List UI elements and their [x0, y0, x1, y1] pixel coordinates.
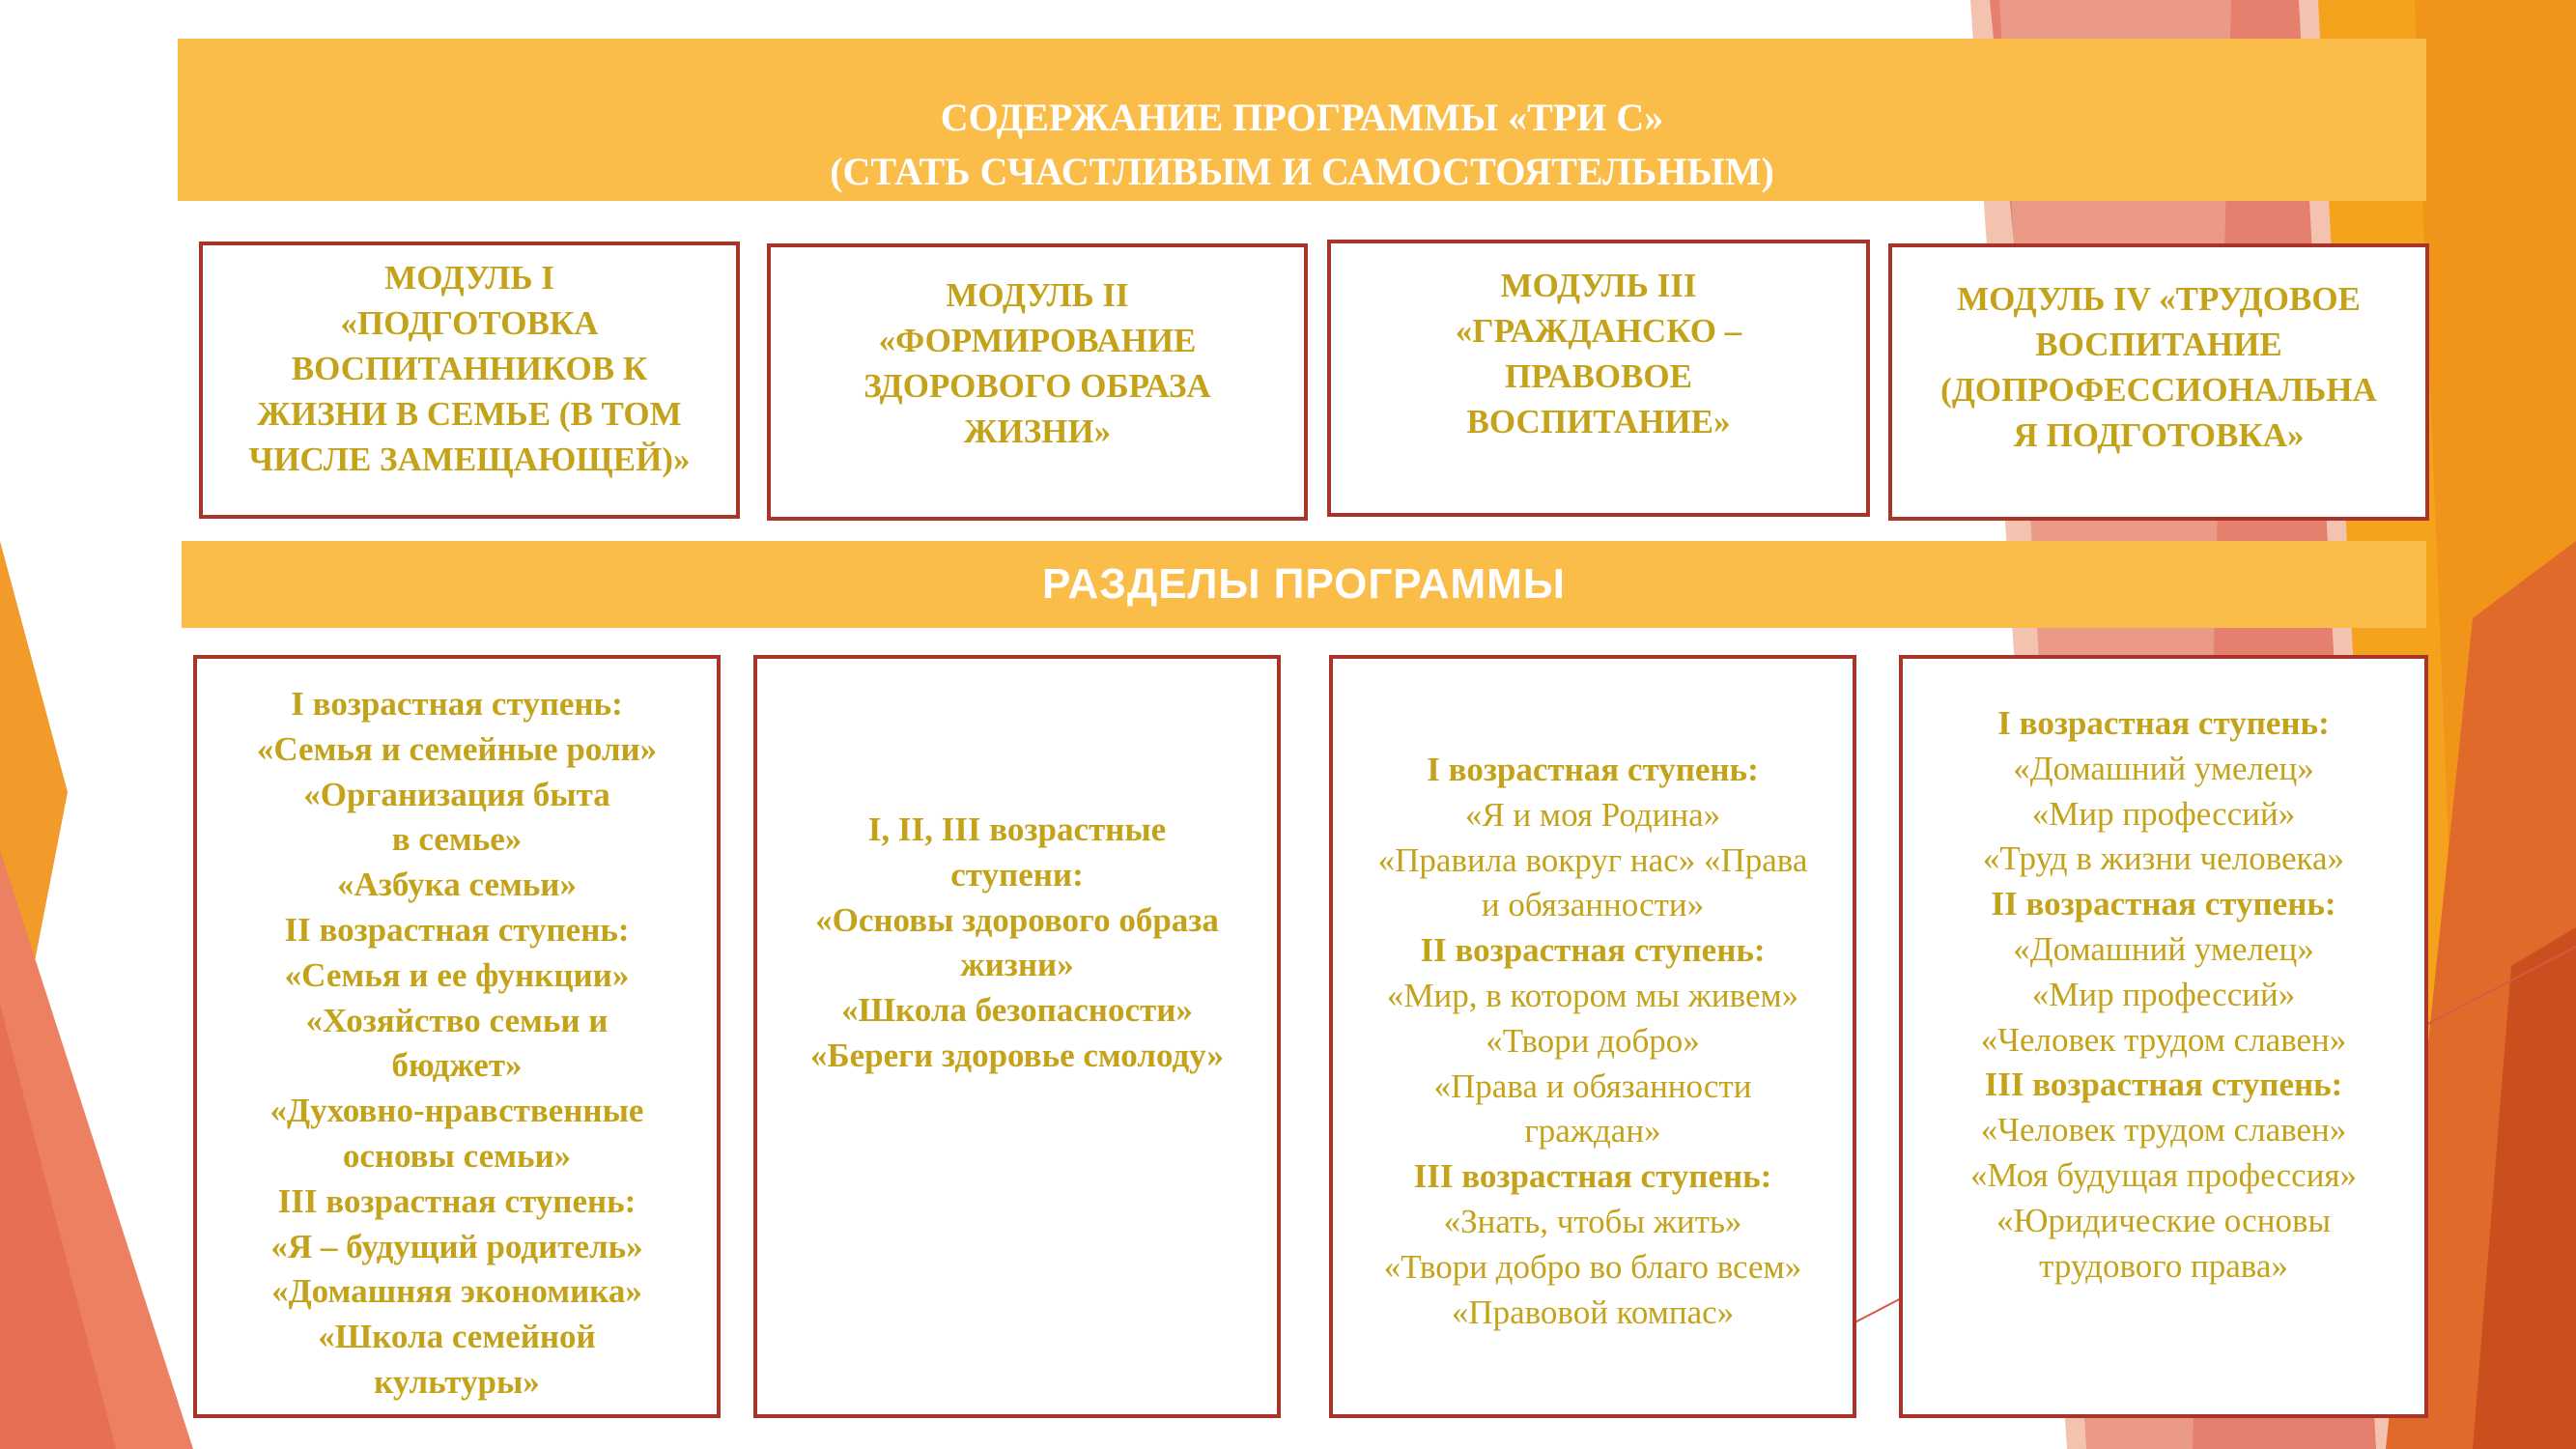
section-4-item: «Человек трудом славен»: [1980, 1111, 2347, 1150]
section-3-heading: II возрастная ступень:: [1420, 931, 1766, 970]
section-2-item: «Основы здорового образа: [815, 900, 1219, 939]
module-1-line: ВОСПИТАННИКОВ К: [291, 350, 648, 387]
module-2-box: [767, 243, 1308, 521]
section-2-box: [753, 655, 1281, 1418]
module-1-line: ЧИСЛЕ ЗАМЕЩАЮЩЕЙ)»: [248, 440, 691, 478]
module-2-line: МОДУЛЬ II: [946, 276, 1129, 314]
module-4-line: Я ПОДГОТОВКА»: [2013, 416, 2305, 454]
section-1-item: «Семья и семейные роли»: [256, 729, 658, 768]
section-4-box: [1899, 655, 2428, 1418]
section-1-item: культуры»: [374, 1362, 540, 1401]
section-4-heading: I возрастная ступень:: [1997, 704, 2330, 742]
section-3-item: «Правила вокруг нас» «Права: [1377, 840, 1808, 879]
section-3-item: граждан»: [1524, 1112, 1661, 1151]
module-2-line: «ФОРМИРОВАНИЕ: [878, 322, 1197, 359]
section-1-item: «Школа семейной: [318, 1318, 596, 1356]
section-3-heading: I возрастная ступень:: [1427, 751, 1759, 788]
section-1-heading: III возрастная ступень:: [277, 1181, 637, 1220]
program-title-line1: СОДЕРЖАНИЕ ПРОГРАММЫ «ТРИ С»: [940, 96, 1664, 139]
section-3-heading: III возрастная ступень:: [1413, 1157, 1772, 1196]
section-1-item: «Азбука семьи»: [337, 866, 577, 904]
section-1-item: бюджет»: [391, 1046, 523, 1085]
section-4-item: «Юридические основы: [1996, 1201, 2331, 1239]
module-3-line: ВОСПИТАНИЕ»: [1466, 403, 1731, 440]
section-2-item: «Береги здоровье смолоду»: [809, 1036, 1225, 1074]
module-4-line: МОДУЛЬ IV «ТРУДОВОЕ: [1957, 280, 2361, 318]
program-title-banner: [178, 39, 2426, 201]
section-4-item: «Человек трудом славен»: [1980, 1020, 2347, 1059]
section-3-item: «Твори добро»: [1486, 1021, 1700, 1060]
section-1-heading: II возрастная ступень:: [284, 910, 630, 949]
section-4-heading: III возрастная ступень:: [1984, 1065, 2343, 1104]
module-3-line: «ГРАЖДАНСКО –: [1455, 312, 1742, 350]
section-2-heading: I, II, III возрастные: [867, 810, 1167, 848]
module-3-line: ПРАВОВОЕ: [1505, 357, 1692, 395]
section-1-item: «Духовно-нравственные: [269, 1092, 644, 1130]
section-2-item: жизни»: [960, 946, 1074, 984]
section-1-item: «Организация быта: [303, 775, 610, 813]
section-1-box: [193, 655, 721, 1418]
section-3-item: «Права и обязанности: [1433, 1066, 1752, 1105]
section-3-box: [1329, 655, 1856, 1418]
module-2-line: ЗДОРОВОГО ОБРАЗА: [863, 367, 1211, 405]
program-title-line2: (СТАТЬ СЧАСТЛИВЫМ И САМОСТОЯТЕЛЬНЫМ): [830, 150, 1774, 193]
section-4-item: «Мир профессий»: [2031, 975, 2296, 1013]
section-1-heading: I возрастная ступень:: [291, 685, 623, 723]
section-1-item: «Я – будущий родитель»: [270, 1227, 643, 1265]
section-4-item: «Труд в жизни человека»: [1982, 839, 2345, 878]
section-3-item: «Знать, чтобы жить»: [1443, 1202, 1742, 1240]
sections-title-banner: РАЗДЕЛЫ ПРОГРАММЫ: [182, 541, 2426, 628]
module-1-line: МОДУЛЬ I: [384, 259, 554, 297]
section-1-item: «Семья и ее функции»: [284, 955, 630, 994]
section-3-item: «Твори добро во благо всем»: [1383, 1247, 1802, 1286]
module-1-box: [199, 242, 740, 519]
section-4-heading: II возрастная ступень:: [1991, 885, 2336, 923]
section-4-item: «Домашний умелец»: [2013, 929, 2314, 968]
section-2-heading: ступени:: [950, 855, 1084, 894]
section-3-item: и обязанности»: [1481, 886, 1705, 924]
section-1-item: в семье»: [391, 820, 523, 859]
section-1-item: основы семьи»: [342, 1136, 572, 1175]
section-4-item: «Домашний умелец»: [2013, 749, 2314, 787]
module-1-line: ЖИЗНИ В СЕМЬЕ (В ТОМ: [257, 395, 682, 433]
section-3-item: «Я и моя Родина»: [1464, 795, 1721, 834]
module-3-box: [1327, 240, 1870, 517]
section-2-item: «Школа безопасности»: [841, 991, 1193, 1030]
section-4-item: «Мир профессий»: [2031, 794, 2296, 833]
module-4-line: (ДОПРОФЕССИОНАЛЬНА: [1940, 371, 2377, 409]
section-4-item: трудового права»: [2039, 1246, 2288, 1285]
module-1-line: «ПОДГОТОВКА: [340, 304, 599, 342]
section-3-item: «Правовой компас»: [1451, 1293, 1735, 1331]
section-4-item: «Моя будущая профессия»: [1969, 1155, 2358, 1194]
section-1-item: «Хозяйство семьи и: [305, 1001, 609, 1039]
module-2-line: ЖИЗНИ»: [963, 412, 1112, 450]
module-3-line: МОДУЛЬ III: [1500, 267, 1697, 304]
module-4-box: [1888, 243, 2429, 521]
section-3-item: «Мир, в котором мы живем»: [1386, 976, 1799, 1014]
module-4-line: ВОСПИТАНИЕ: [2035, 326, 2282, 363]
section-1-item: «Домашняя экономика»: [271, 1272, 642, 1311]
